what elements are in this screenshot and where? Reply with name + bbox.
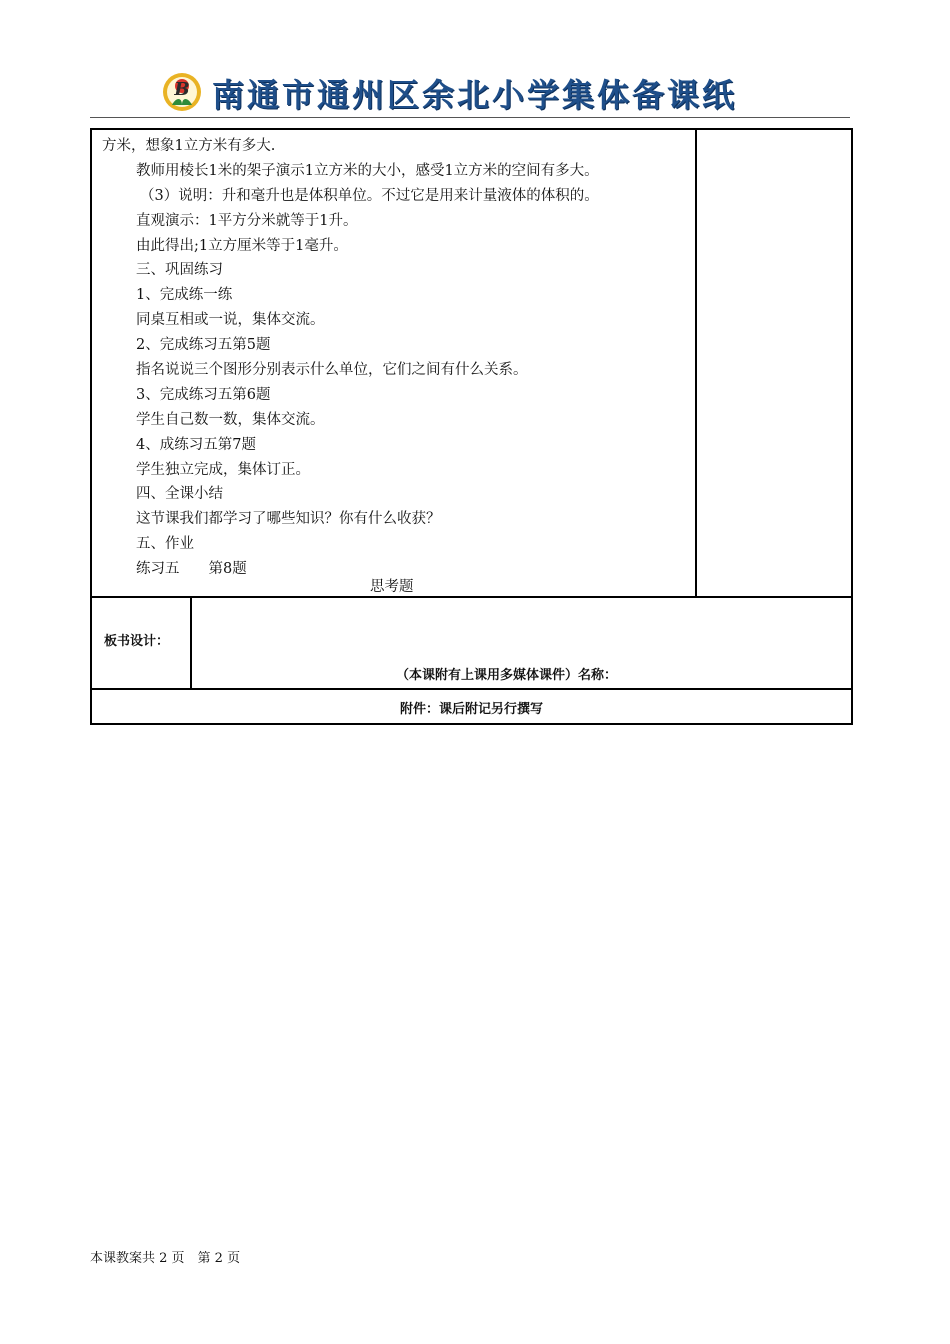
content-line: 方米，想象1立方米有多大.: [102, 138, 276, 154]
content-line: 2、完成练习五第5题: [136, 337, 271, 354]
logo-letter: B: [174, 79, 190, 100]
content-line: 直观演示：1平方分米就等于1升。: [136, 212, 358, 229]
content-line: 三、巩固练习: [136, 262, 223, 279]
board-design-label: 板书设计：: [104, 634, 170, 649]
document-header: [160, 66, 737, 120]
think-question-label: 思考题: [370, 579, 414, 595]
content-line: （3）说明：升和毫升也是体积单位。不过它是用来计量液体的体积的。: [140, 187, 599, 204]
content-line: 这节课我们都学习了哪些知识？你有什么收获？: [136, 511, 441, 528]
content-line: 3、完成练习五第6题: [136, 386, 271, 403]
content-line: 练习五 第8题: [136, 561, 247, 578]
content-line: 五、作业: [136, 536, 194, 553]
board-column-divider: [190, 598, 192, 690]
content-line: 4、成练习五第7题: [136, 436, 256, 453]
school-logo-icon: [160, 71, 204, 115]
content-line: 1、完成练一练: [136, 287, 233, 304]
attachment-label: 附件：课后附记另行撰写: [399, 702, 543, 717]
page-footer: 本课教案共 2 页 第 2 页: [90, 1251, 241, 1266]
content-line: 同桌互相或一说，集体交流。: [136, 312, 325, 329]
content-line: 教师用棱长1米的架子演示1立方米的大小，感受1立方米的空间有多大。: [136, 162, 599, 179]
content-line: 学生自己数一数，集体交流。: [136, 411, 325, 428]
lesson-plan-table: [90, 128, 853, 725]
content-line: 由此得出;1立方厘米等于1毫升。: [136, 237, 348, 254]
content-line: 四、全课小结: [136, 486, 223, 503]
content-line: 学生独立完成，集体订正。: [136, 461, 310, 478]
multimedia-note: （本课附有上课用多媒体课件）名称：: [396, 668, 618, 683]
notes-column-divider: [695, 130, 697, 598]
lesson-content-lines: [102, 134, 692, 582]
lesson-content-cell: [90, 128, 853, 598]
document-title: 南通市通州区余北小学集体备课纸: [212, 76, 738, 114]
content-line: 指名说说三个图形分别表示什么单位，它们之间有什么关系。: [136, 362, 528, 379]
header-divider: [90, 117, 850, 118]
